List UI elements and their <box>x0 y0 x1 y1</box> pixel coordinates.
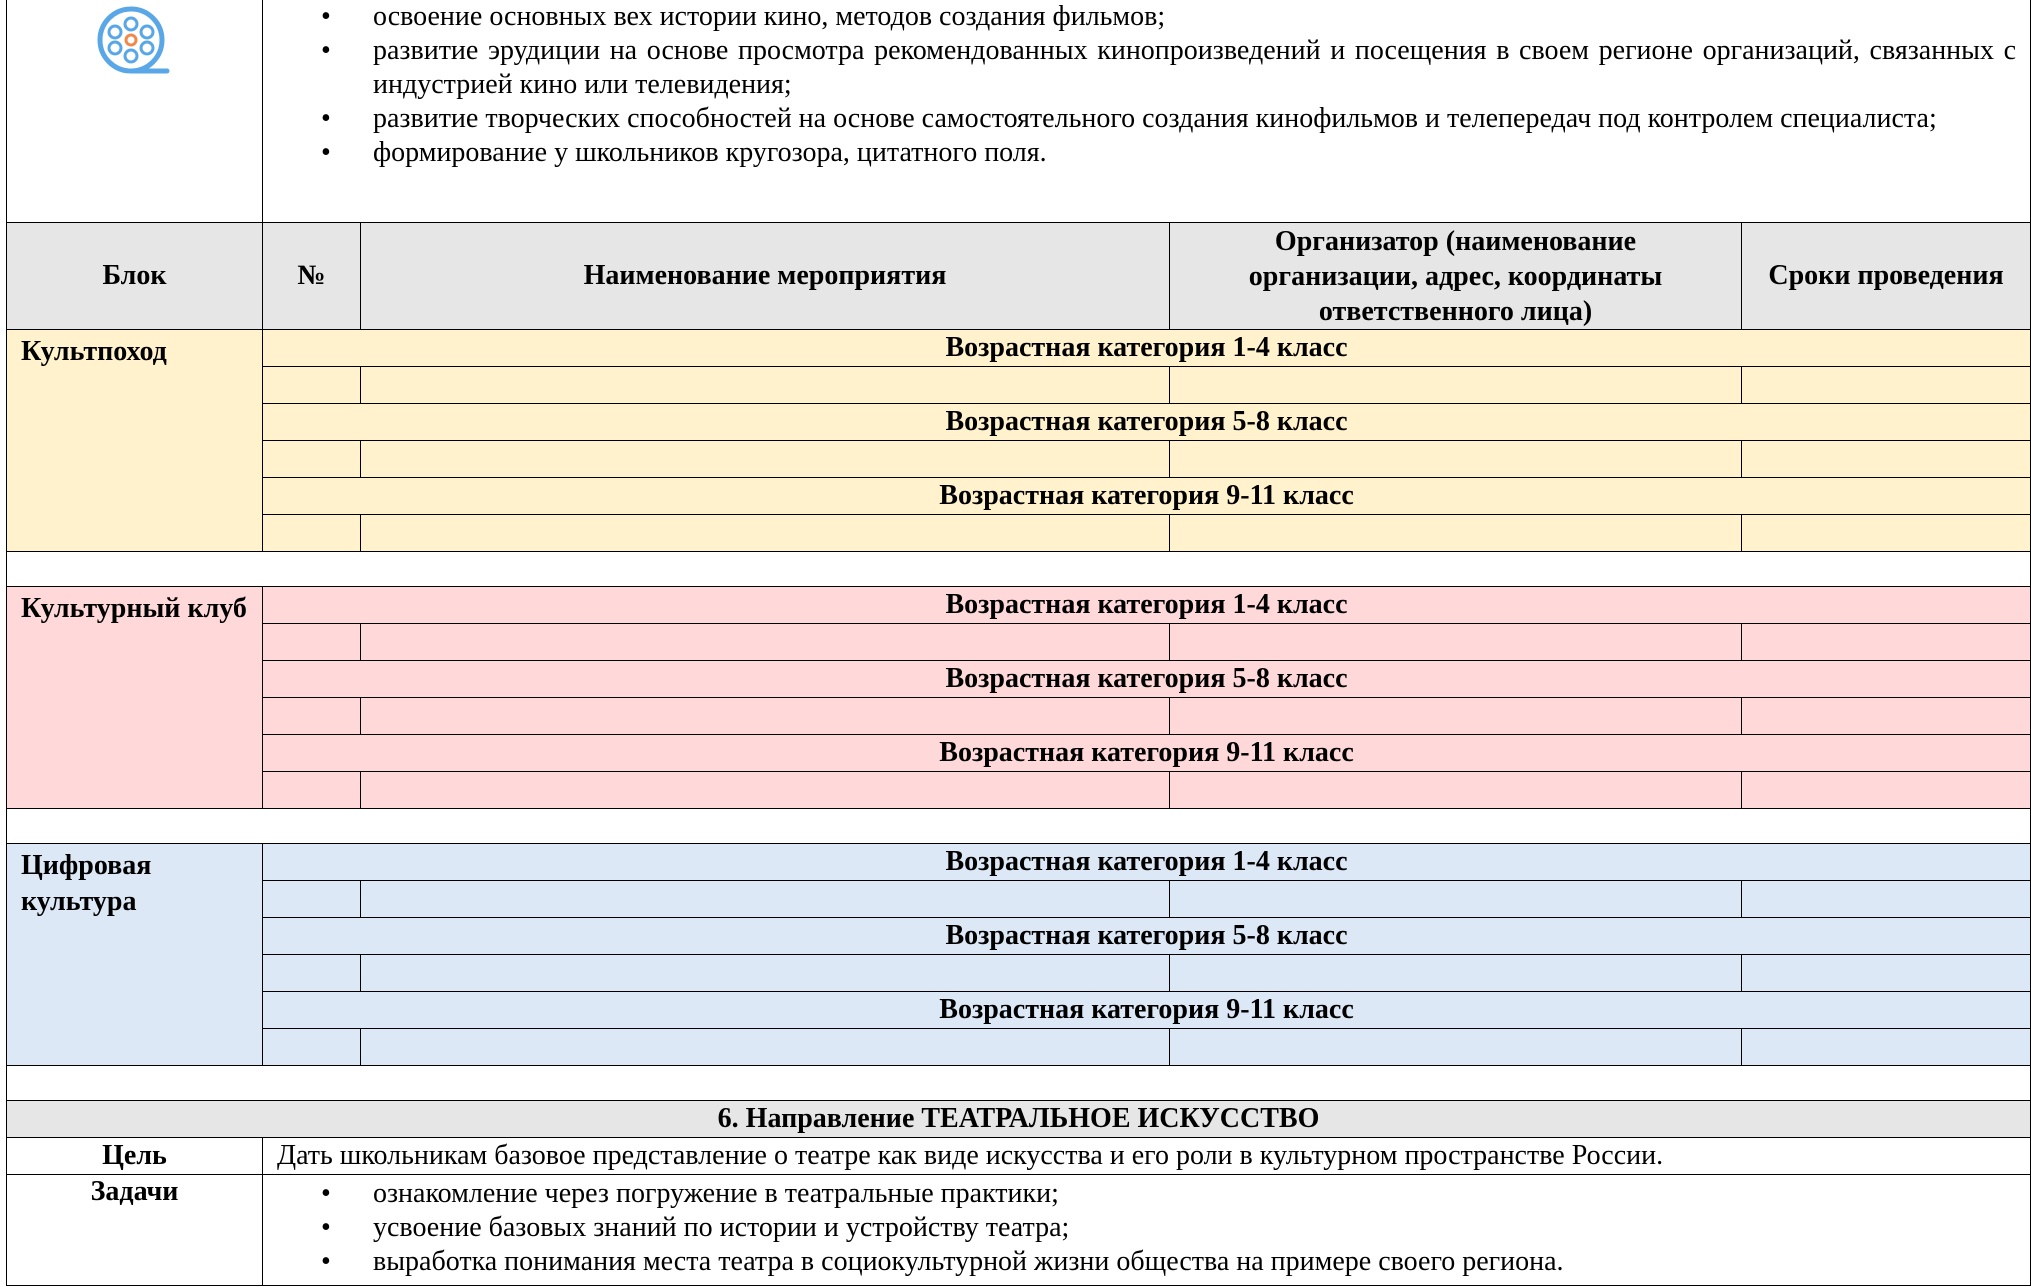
task-bullet-item <box>263 1211 2030 1245</box>
intro-row <box>7 0 2031 223</box>
blocks-body <box>7 330 2031 1101</box>
block-label: Культурный клуб <box>7 587 263 809</box>
event-name-cell[interactable] <box>361 515 1170 552</box>
tasks-cell <box>263 1175 2031 1286</box>
category-row <box>7 661 2031 698</box>
event-dates-cell[interactable] <box>1742 624 2031 661</box>
age-category-label: Возрастная категория 1-4 класс <box>263 844 2031 881</box>
event-num-cell[interactable] <box>263 1029 361 1066</box>
event-name-cell[interactable] <box>361 624 1170 661</box>
event-dates-cell[interactable] <box>1742 698 2031 735</box>
event-dates-cell[interactable] <box>1742 955 2031 992</box>
event-dates-cell[interactable] <box>1742 772 2031 809</box>
bullet-icon: • <box>321 137 331 168</box>
spacer-cell <box>7 552 2031 587</box>
tasks-bullet-list <box>263 1175 2030 1279</box>
program-table <box>6 0 2031 1286</box>
document-page <box>6 0 2030 1287</box>
event-name-cell[interactable] <box>361 881 1170 918</box>
category-row <box>7 844 2031 881</box>
intro-bullet-list <box>263 0 2030 170</box>
event-num-cell[interactable] <box>263 772 361 809</box>
table-header-row <box>7 223 2031 330</box>
bullet-icon: • <box>321 1246 331 1277</box>
event-num-cell[interactable] <box>263 441 361 478</box>
intro-bullet-text: развитие творческих способностей на основе самостоятельного создания кинофильмов и телепередач под контролем специалиста; <box>373 103 1937 134</box>
intro-bullets-cell <box>263 0 2031 223</box>
event-dates-cell[interactable] <box>1742 881 2031 918</box>
age-category-label: Возрастная категория 5-8 класс <box>263 661 2031 698</box>
tasks-label: Задачи <box>7 1175 263 1286</box>
event-name-cell[interactable] <box>361 698 1170 735</box>
age-category-label: Возрастная категория 1-4 класс <box>263 330 2031 367</box>
event-row <box>7 515 2031 552</box>
age-category-label: Возрастная категория 9-11 класс <box>263 735 2031 772</box>
intro-bullet-item <box>263 34 2030 102</box>
event-name-cell[interactable] <box>361 441 1170 478</box>
task-bullet-text: выработка понимания места театра в социокультурной жизни общества на примере своего региона. <box>373 1246 1564 1277</box>
block-label: Культпоход <box>7 330 263 552</box>
header-organizer: Организатор (наименование организации, адрес, координаты ответственного лица) <box>1170 223 1742 330</box>
section6-title: 6. Направление ТЕАТРАЛЬНОЕ ИСКУССТВО <box>7 1101 2031 1138</box>
event-row <box>7 772 2031 809</box>
event-name-cell[interactable] <box>361 1029 1170 1066</box>
event-organizer-cell[interactable] <box>1170 772 1742 809</box>
category-row <box>7 404 2031 441</box>
event-dates-cell[interactable] <box>1742 367 2031 404</box>
age-category-label: Возрастная категория 9-11 класс <box>263 992 2031 1029</box>
bullet-icon: • <box>321 1 331 32</box>
event-num-cell[interactable] <box>263 515 361 552</box>
intro-bullet-text: освоение основных вех истории кино, методов создания фильмов; <box>373 1 1166 32</box>
age-category-label: Возрастная категория 1-4 класс <box>263 587 2031 624</box>
bullet-icon: • <box>321 35 331 66</box>
section6-title-row <box>7 1101 2031 1138</box>
header-block: Блок <box>7 223 263 330</box>
block-label: Цифровая культура <box>7 844 263 1066</box>
event-num-cell[interactable] <box>263 367 361 404</box>
intro-bullet-item <box>263 0 2030 34</box>
spacer-row <box>7 809 2031 844</box>
task-bullet-item <box>263 1177 2030 1211</box>
event-row <box>7 1029 2031 1066</box>
event-dates-cell[interactable] <box>1742 441 2031 478</box>
event-organizer-cell[interactable] <box>1170 367 1742 404</box>
category-row <box>7 918 2031 955</box>
category-row <box>7 992 2031 1029</box>
event-name-cell[interactable] <box>361 367 1170 404</box>
task-bullet-text: ознакомление через погружение в театральные практики; <box>373 1178 1059 1209</box>
event-organizer-cell[interactable] <box>1170 515 1742 552</box>
age-category-label: Возрастная категория 5-8 класс <box>263 918 2031 955</box>
event-num-cell[interactable] <box>263 698 361 735</box>
spacer-cell <box>7 809 2031 844</box>
age-category-label: Возрастная категория 5-8 класс <box>263 404 2031 441</box>
film-reel-icon <box>95 2 175 82</box>
age-category-label: Возрастная категория 9-11 класс <box>263 478 2031 515</box>
intro-bullet-text: формирование у школьников кругозора, цитатного поля. <box>373 137 1047 168</box>
event-organizer-cell[interactable] <box>1170 1029 1742 1066</box>
event-dates-cell[interactable] <box>1742 1029 2031 1066</box>
event-num-cell[interactable] <box>263 624 361 661</box>
event-name-cell[interactable] <box>361 955 1170 992</box>
event-row <box>7 624 2031 661</box>
icon-cell <box>7 0 263 223</box>
category-row <box>7 587 2031 624</box>
event-dates-cell[interactable] <box>1742 515 2031 552</box>
header-dates: Сроки проведения <box>1742 223 2031 330</box>
header-name: Наименование мероприятия <box>361 223 1170 330</box>
goal-row <box>7 1138 2031 1175</box>
spacer-cell <box>7 1066 2031 1101</box>
event-num-cell[interactable] <box>263 881 361 918</box>
category-row <box>7 330 2031 367</box>
event-name-cell[interactable] <box>361 772 1170 809</box>
spacer-row <box>7 1066 2031 1101</box>
category-row <box>7 735 2031 772</box>
spacer-row <box>7 552 2031 587</box>
goal-label: Цель <box>7 1138 263 1175</box>
event-organizer-cell[interactable] <box>1170 624 1742 661</box>
event-organizer-cell[interactable] <box>1170 698 1742 735</box>
event-row <box>7 367 2031 404</box>
task-bullet-item <box>263 1245 2030 1279</box>
event-organizer-cell[interactable] <box>1170 955 1742 992</box>
event-row <box>7 955 2031 992</box>
bullet-icon: • <box>321 103 331 134</box>
event-organizer-cell[interactable] <box>1170 441 1742 478</box>
event-organizer-cell[interactable] <box>1170 881 1742 918</box>
intro-bullet-item <box>263 136 2030 170</box>
intro-bullet-text: развитие эрудиции на основе просмотра рекомендованных кинопроизведений и посещения в своем регионе организаций, связанных с индустрией кино или телевидения; <box>373 35 2017 100</box>
event-num-cell[interactable] <box>263 955 361 992</box>
bullet-icon: • <box>321 1178 331 1209</box>
bullet-icon: • <box>321 1212 331 1243</box>
event-row <box>7 441 2031 478</box>
intro-bullet-item <box>263 102 2030 136</box>
event-row <box>7 698 2031 735</box>
event-row <box>7 881 2031 918</box>
category-row <box>7 478 2031 515</box>
tasks-row <box>7 1175 2031 1286</box>
task-bullet-text: усвоение базовых знаний по истории и устройству театра; <box>373 1212 1070 1243</box>
goal-text: Дать школьникам базовое представление о театре как виде искусства и его роли в культурном пространстве России. <box>263 1138 2031 1175</box>
header-num: № <box>263 223 361 330</box>
